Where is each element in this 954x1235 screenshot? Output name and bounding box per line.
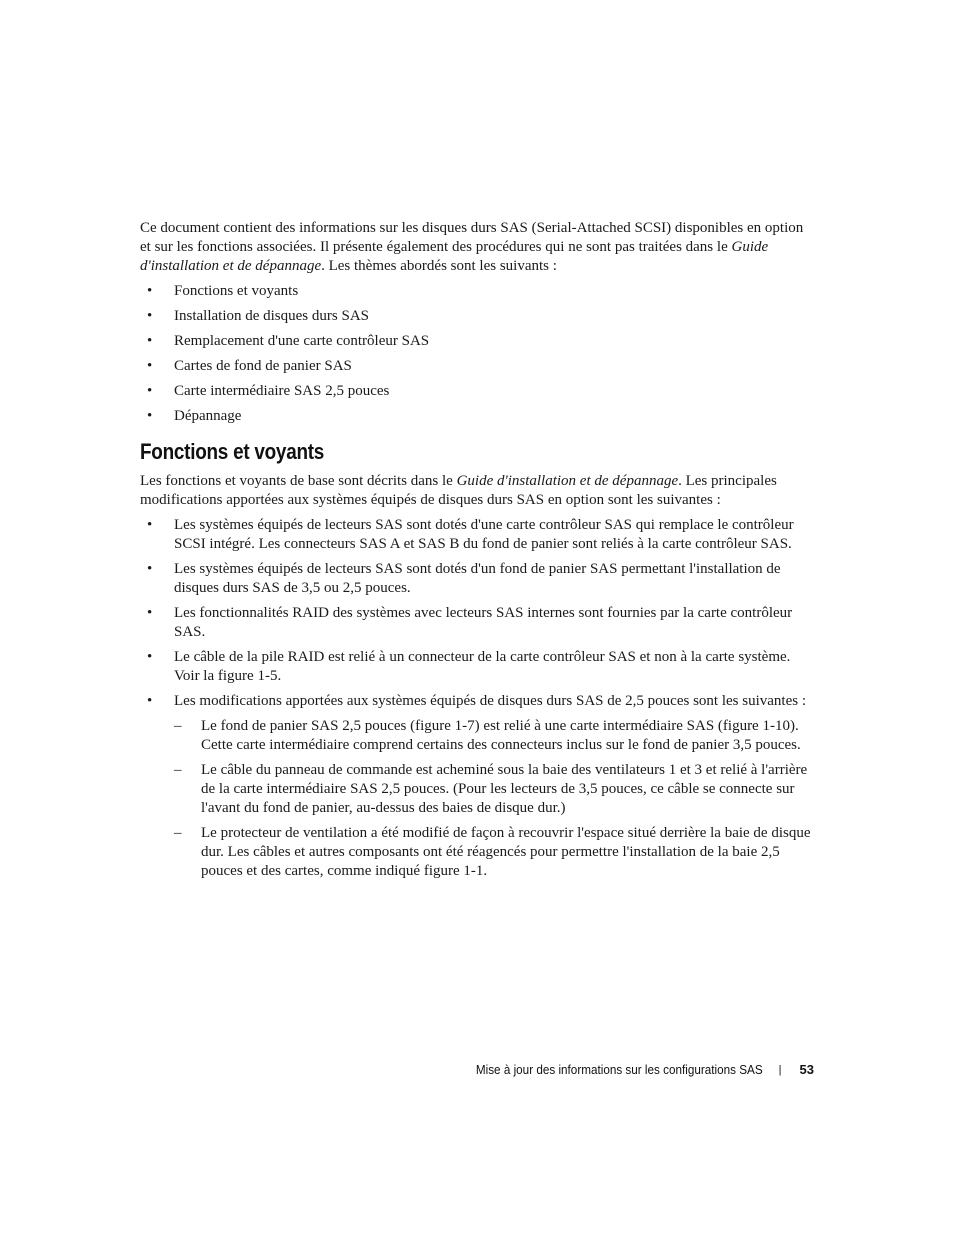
list-item — [140, 516, 815, 554]
list-item — [140, 648, 815, 686]
dash-icon: – — [174, 718, 182, 734]
dash-icon: – — [174, 762, 182, 778]
intro-paragraph — [140, 219, 815, 276]
section-heading: Fonctions et voyants — [140, 439, 325, 464]
topic-text: Remplacement d'une carte contrôleur SAS — [174, 333, 430, 349]
section-intro-text-2: . Les principales modifications apportées aux systèmes équipés de disques durs SAS en option sont les suivantes : — [140, 473, 777, 508]
page-number: 53 — [799, 1062, 814, 1077]
page-footer — [444, 1062, 814, 1078]
list-item — [140, 692, 815, 881]
feature-text: Les modifications apportées aux systèmes équipés de disques durs SAS de 2,5 pouces sont les suivantes : — [174, 693, 806, 709]
topic-text: Cartes de fond de panier SAS — [174, 358, 352, 374]
feature-text: Les systèmes équipés de lecteurs SAS sont dotés d'une carte contrôleur SAS qui remplace le contrôleur SCSI intégré. Les connecteurs SAS A et SAS B du fond de panier sont reliés à la carte contrôleur SAS. — [174, 517, 794, 552]
page-content — [140, 219, 815, 887]
intro-guide-title: Guide d'installation et de dépannage — [140, 239, 769, 274]
sub-item-text: Le fond de panier SAS 2,5 pouces (figure 1-7) est relié à une carte intermédiaire SAS (figure 1-10). Cette carte intermédiaire comprend certains des connecteurs inclus sur le fond de panier 3,5 pouces. — [201, 718, 801, 753]
intro-text-1: Ce document contient des informations sur les disques durs SAS (Serial-Attached SCSI) disponibles en option et sur les fonctions associées. Il présente également des procédures qui ne sont pas traitées dans le — [140, 220, 804, 255]
topic-text: Installation de disques durs SAS — [174, 308, 369, 324]
intro-text-2: . Les thèmes abordés sont les suivants : — [321, 258, 557, 274]
bullet-icon: • — [147, 283, 153, 299]
features-list — [140, 516, 815, 881]
topic-text: Carte intermédiaire SAS 2,5 pouces — [174, 383, 390, 399]
sub-list-item — [174, 717, 815, 755]
bullet-icon: • — [147, 333, 153, 349]
list-item — [140, 604, 815, 642]
sub-list-item — [174, 824, 815, 881]
section-intro-text-1: Les fonctions et voyants de base sont décrits dans le — [140, 473, 457, 489]
sub-item-text: Le câble du panneau de commande est acheminé sous la baie des ventilateurs 1 et 3 et relié à l'arrière de la carte intermédiaire SAS 2,5 pouces. (Pour les lecteurs de 3,5 pouces, ce câble se connecte sur l'avant du fond de panier, au-dessus des baies de disque dur.) — [201, 762, 808, 816]
list-item — [140, 357, 815, 376]
footer-separator: | — [778, 1064, 782, 1076]
feature-text: Les fonctionnalités RAID des systèmes avec lecteurs SAS internes sont fournies par la carte contrôleur SAS. — [174, 605, 793, 640]
list-item — [140, 382, 815, 401]
bullet-icon: • — [147, 358, 153, 374]
section-guide-title: Guide d'installation et de dépannage — [456, 473, 679, 489]
bullet-icon: • — [147, 693, 153, 709]
sub-list — [174, 717, 815, 881]
list-item — [140, 407, 815, 426]
sub-list-item — [174, 761, 815, 818]
bullet-icon: • — [147, 561, 153, 577]
bullet-icon: • — [147, 649, 153, 665]
section-intro-paragraph — [140, 472, 815, 510]
bullet-icon: • — [147, 308, 153, 324]
bullet-icon: • — [147, 605, 153, 621]
list-item — [140, 332, 815, 351]
bullet-icon: • — [147, 517, 153, 533]
topic-text: Dépannage — [174, 408, 242, 424]
footer-title: Mise à jour des informations sur les configurations SAS — [475, 1062, 763, 1077]
list-item — [140, 282, 815, 301]
bullet-icon: • — [147, 408, 153, 424]
feature-text: Le câble de la pile RAID est relié à un connecteur de la carte contrôleur SAS et non à la carte système. Voir la figure 1-5. — [174, 649, 791, 684]
sub-item-text: Le protecteur de ventilation a été modifié de façon à recouvrir l'espace situé derrière la baie de disque dur. Les câbles et autres composants ont été réagencés pour permettre l'installation de la baie 2,5 pouces et des cartes, comme indiqué figure 1-1. — [201, 825, 811, 879]
list-item — [140, 307, 815, 326]
topic-text: Fonctions et voyants — [174, 283, 299, 299]
list-item — [140, 560, 815, 598]
topics-list — [140, 282, 815, 426]
dash-icon: – — [174, 825, 182, 841]
feature-text: Les systèmes équipés de lecteurs SAS sont dotés d'un fond de panier SAS permettant l'installation de disques durs SAS de 3,5 ou 2,5 pouces. — [174, 561, 781, 596]
bullet-icon: • — [147, 383, 153, 399]
